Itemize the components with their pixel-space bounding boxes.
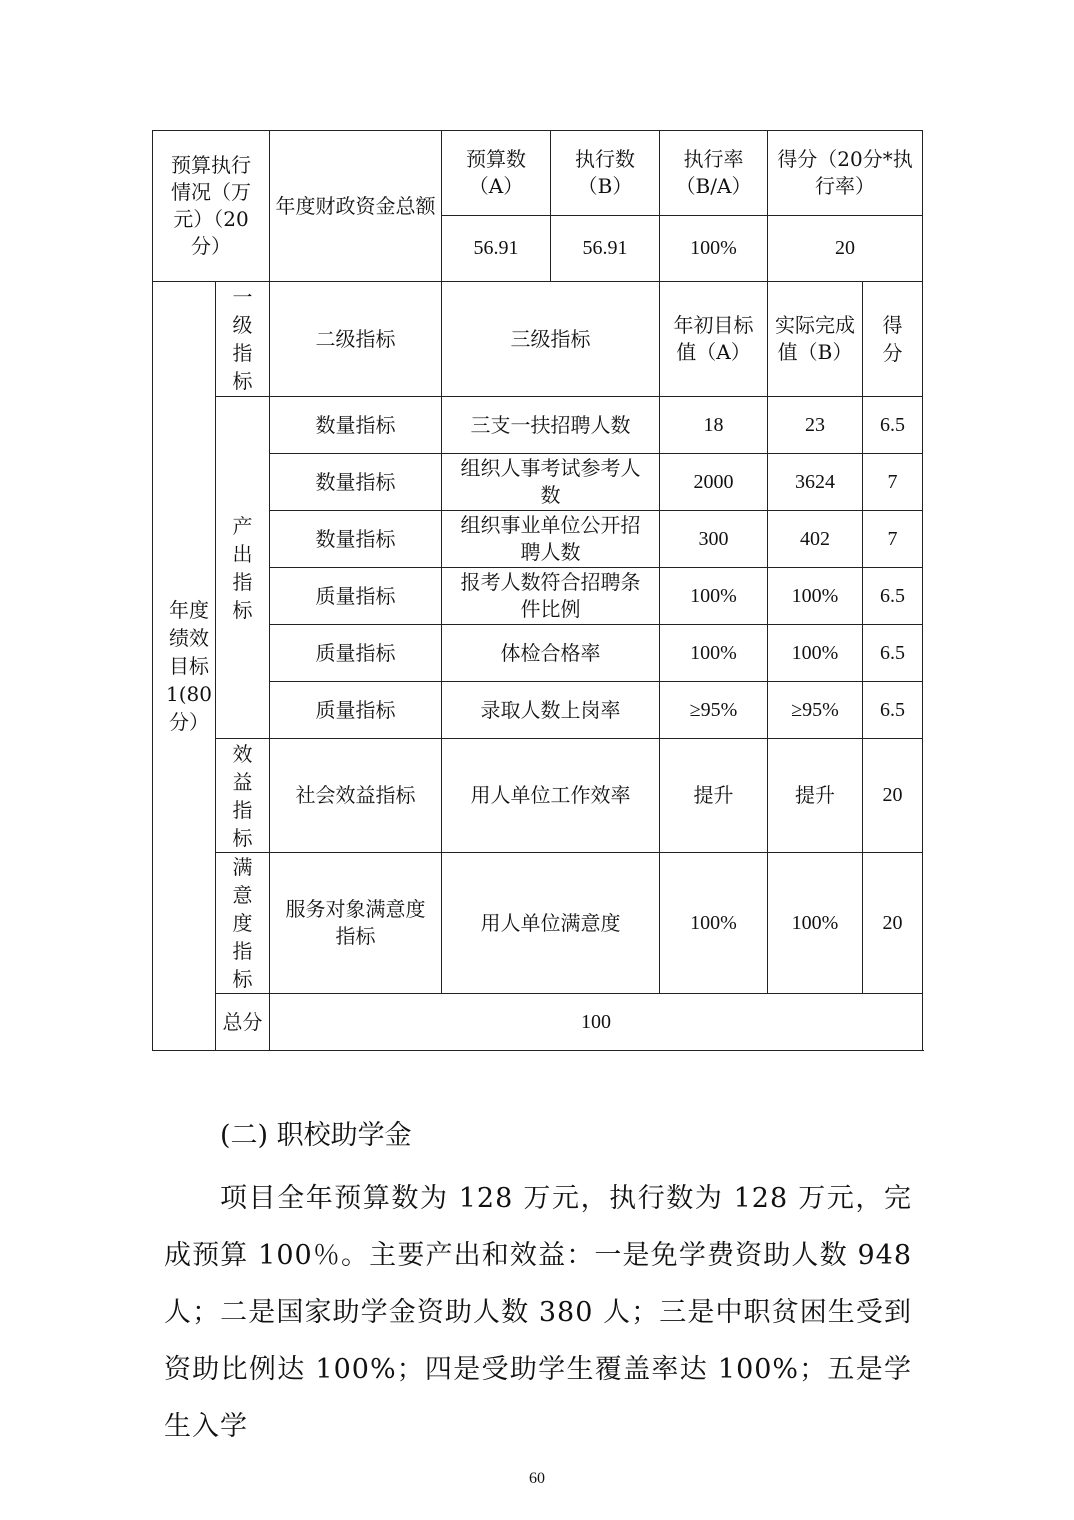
target-header: 年初目标值（A） (660, 282, 768, 397)
actual-cell: 100% (768, 625, 863, 682)
performance-table (152, 130, 923, 1051)
level2-cell: 社会效益指标 (270, 739, 442, 853)
annual-goal-label: 年度绩效目标1(80分） (153, 282, 216, 1051)
score-cell: 7 (863, 454, 923, 511)
level2-cell: 数量指标 (270, 511, 442, 568)
target-cell: 2000 (660, 454, 768, 511)
level3-cell: 组织人事考试参考人数 (442, 454, 660, 511)
level3-cell: 体检合格率 (442, 625, 660, 682)
level2-cell: 质量指标 (270, 625, 442, 682)
table-row (153, 397, 923, 454)
actual-cell: 100% (768, 568, 863, 625)
points-header: 得分 (863, 282, 923, 397)
output-indicator-label: 产出指标 (216, 397, 270, 739)
score-cell: 6.5 (863, 682, 923, 739)
target-cell: 提升 (660, 739, 768, 853)
annual-fund-label: 年度财政资金总额 (270, 131, 442, 282)
actual-header: 实际完成值（B） (768, 282, 863, 397)
target-cell: 300 (660, 511, 768, 568)
table-row (153, 739, 923, 853)
target-cell: 100% (660, 853, 768, 994)
satisfaction-indicator-label: 满意度指标 (216, 853, 270, 994)
actual-cell: 提升 (768, 739, 863, 853)
level2-cell: 数量指标 (270, 454, 442, 511)
actual-cell: 100% (768, 853, 863, 994)
score-cell: 20 (863, 739, 923, 853)
score-cell: 6.5 (863, 625, 923, 682)
score-cell: 6.5 (863, 568, 923, 625)
table-row (153, 853, 923, 994)
level3-cell: 报考人数符合招聘条件比例 (442, 568, 660, 625)
page-number: 60 (529, 1470, 545, 1487)
level2-cell: 质量指标 (270, 682, 442, 739)
level3-header: 三级指标 (442, 282, 660, 397)
level3-cell: 用人单位满意度 (442, 853, 660, 994)
execution-rate-header: 执行率（B/A） (660, 131, 768, 216)
execution-header: 执行数（B） (551, 131, 660, 216)
budget-header: 预算数（A） (442, 131, 551, 216)
execution-value: 56.91 (551, 216, 660, 282)
budget-value: 56.91 (442, 216, 551, 282)
actual-cell: 402 (768, 511, 863, 568)
total-value: 100 (270, 994, 923, 1051)
score-value: 20 (768, 216, 923, 282)
target-cell: 18 (660, 397, 768, 454)
level3-cell: 录取人数上岗率 (442, 682, 660, 739)
level3-cell: 组织事业单位公开招聘人数 (442, 511, 660, 568)
target-cell: 100% (660, 625, 768, 682)
budget-execution-label: 预算执行情况（万元）（20分） (153, 131, 270, 282)
score-cell: 20 (863, 853, 923, 994)
target-cell: ≥95% (660, 682, 768, 739)
execution-rate-value: 100% (660, 216, 768, 282)
score-cell: 6.5 (863, 397, 923, 454)
level2-cell: 数量指标 (270, 397, 442, 454)
level2-cell: 质量指标 (270, 568, 442, 625)
level3-cell: 三支一扶招聘人数 (442, 397, 660, 454)
section-heading: (二) 职校助学金 (220, 1120, 412, 1151)
score-cell: 7 (863, 511, 923, 568)
actual-cell: 23 (768, 397, 863, 454)
level2-header: 二级指标 (270, 282, 442, 397)
level3-cell: 用人单位工作效率 (442, 739, 660, 853)
body-paragraph: 项目全年预算数为 128 万元，执行数为 128 万元，完成预算 100％。主要产出和效益：一是免学费资助人数 948 人；二是国家助学金资助人数 380 人；三是中职贫困生受到资助比例达 100%；四是受助学生覆盖率达 100%；五是学生入学 (164, 1183, 912, 1442)
total-label: 总分 (216, 994, 270, 1051)
benefit-indicator-label: 效益指标 (216, 739, 270, 853)
score-header: 得分（20分*执行率） (768, 131, 923, 216)
target-cell: 100% (660, 568, 768, 625)
actual-cell: 3624 (768, 454, 863, 511)
actual-cell: ≥95% (768, 682, 863, 739)
level2-cell: 服务对象满意度指标 (270, 853, 442, 994)
level1-header: 一级指标 (216, 282, 270, 397)
